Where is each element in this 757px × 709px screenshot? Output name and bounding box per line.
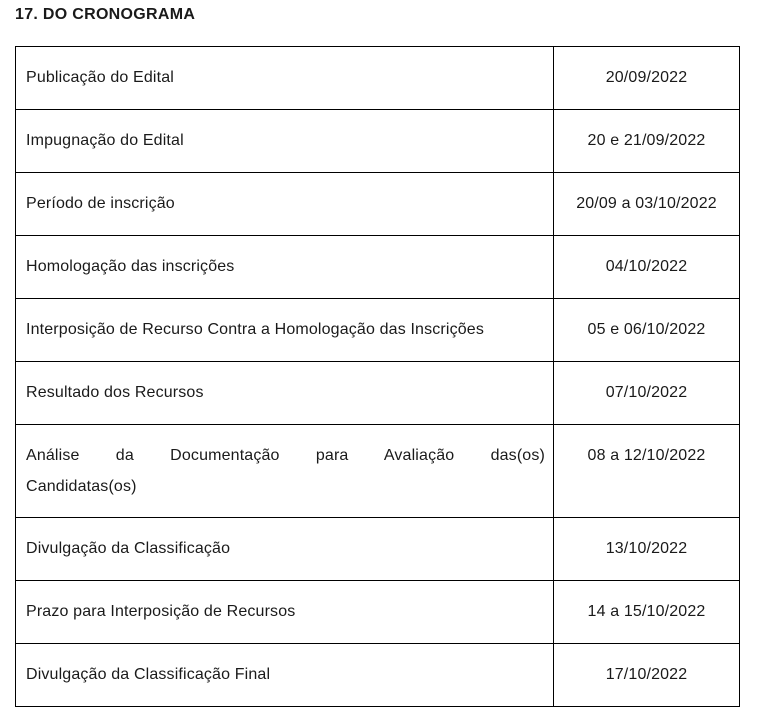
date-cell: 04/10/2022 — [554, 236, 740, 299]
date-cell: 17/10/2022 — [554, 644, 740, 707]
table-row — [16, 644, 740, 707]
table-row — [16, 173, 740, 236]
table-row — [16, 362, 740, 425]
date-cell: 20/09 a 03/10/2022 — [554, 173, 740, 236]
table-row — [16, 236, 740, 299]
event-text-line1: Análise da Documentação para Avaliação das(os) — [26, 447, 545, 464]
date-cell: 20/09/2022 — [554, 47, 740, 110]
date-cell: 05 e 06/10/2022 — [554, 299, 740, 362]
event-cell: Divulgação da Classificação Final — [16, 644, 554, 707]
schedule-table — [15, 46, 740, 707]
table-row — [16, 581, 740, 644]
event-cell: Período de inscrição — [16, 173, 554, 236]
date-cell: 13/10/2022 — [554, 518, 740, 581]
date-cell: 20 e 21/09/2022 — [554, 110, 740, 173]
event-cell: Publicação do Edital — [16, 47, 554, 110]
event-cell: Interposição de Recurso Contra a Homologação das Inscrições — [16, 299, 554, 362]
event-cell: Impugnação do Edital — [16, 110, 554, 173]
table-row — [16, 299, 740, 362]
table-row — [16, 518, 740, 581]
table-row — [16, 47, 740, 110]
date-cell: 07/10/2022 — [554, 362, 740, 425]
event-cell — [16, 425, 554, 518]
event-cell: Resultado dos Recursos — [16, 362, 554, 425]
date-cell: 08 a 12/10/2022 — [554, 425, 740, 518]
section-title: 17. DO CRONOGRAMA — [15, 6, 196, 23]
event-text-line2: Candidatas(os) — [26, 478, 137, 495]
table-row — [16, 110, 740, 173]
table-row — [16, 425, 740, 518]
date-cell: 14 a 15/10/2022 — [554, 581, 740, 644]
event-cell: Homologação das inscrições — [16, 236, 554, 299]
event-cell: Divulgação da Classificação — [16, 518, 554, 581]
event-cell: Prazo para Interposição de Recursos — [16, 581, 554, 644]
